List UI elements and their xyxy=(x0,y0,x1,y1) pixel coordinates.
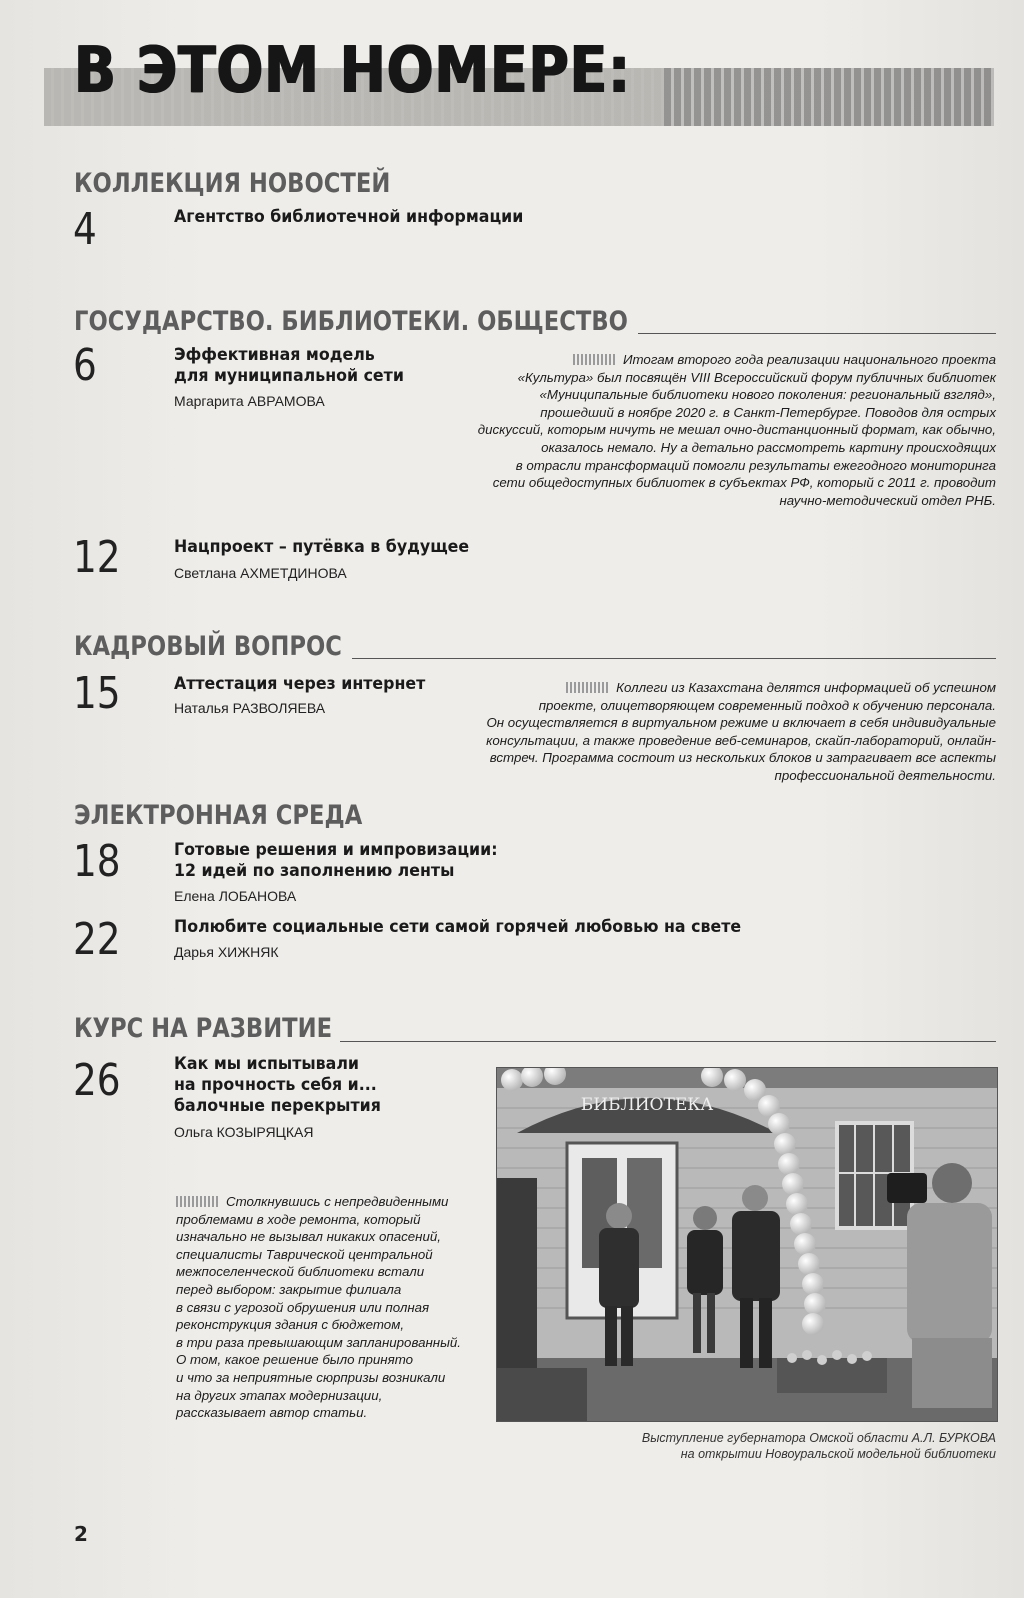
article-author: Елена ЛОБАНОВА xyxy=(174,888,297,904)
article-page-number: 12 xyxy=(73,532,121,583)
article-title[interactable] xyxy=(174,674,425,695)
article-page-number: 15 xyxy=(73,668,121,719)
article-author: Дарья ХИЖНЯК xyxy=(174,944,279,960)
blurb-line: и что за неприятные сюрпризы возникали xyxy=(176,1369,446,1385)
article-blurb xyxy=(478,351,996,509)
blurb-line: перед выбором: закрытие филиала xyxy=(176,1281,402,1297)
blurb-line: О том, какое решение было принято xyxy=(176,1352,414,1368)
section-title-news: КОЛЛЕКЦИЯ НОВОСТЕЙ xyxy=(74,168,391,199)
article-title-line: Эффективная модель xyxy=(174,345,375,365)
blurb-line: рассказывает автор статьи. xyxy=(176,1405,368,1421)
blurb-marker xyxy=(573,354,617,365)
article-title[interactable] xyxy=(174,345,404,387)
article-title-line: 12 идей по заполнению ленты xyxy=(174,861,455,881)
blurb-line: профессиональной деятельности. xyxy=(774,767,996,783)
blurb-line: научно-методический отдел РНБ. xyxy=(779,492,996,508)
photo-illustration xyxy=(497,1068,997,1421)
blurb-line: консультации, а также проведение веб-семинаров, скайп-лабораторий, онлайн- xyxy=(486,732,996,748)
article-page-number: 4 xyxy=(73,204,97,255)
article-title[interactable] xyxy=(174,537,469,558)
article-author: Маргарита АВРАМОВА xyxy=(174,393,325,409)
article-blurb xyxy=(486,679,996,785)
article-page-number: 26 xyxy=(73,1055,121,1106)
blurb-marker xyxy=(176,1196,220,1207)
article-title[interactable] xyxy=(174,1054,381,1117)
section-title-staff: КАДРОВЫЙ ВОПРОС xyxy=(74,631,342,662)
blurb-line: специалисты Таврической центральной xyxy=(176,1246,433,1262)
article-title-line: Полюбите социальные сети самой горячей любовью на свете xyxy=(174,917,742,937)
blurb-line: «Культура» был посвящён VIII Всероссийский форум публичных библиотек xyxy=(517,369,996,385)
caption-line: Выступление губернатора Омской области А.Л. БУРКОВА xyxy=(641,1431,996,1445)
blurb-line: оказалось немало. Ну а детально рассмотреть картину происходящих xyxy=(541,439,996,455)
article-title-line: Как мы испытывали xyxy=(174,1054,360,1074)
blurb-line: Столкнувшись с непредвиденными xyxy=(226,1194,449,1209)
article-page-number: 6 xyxy=(73,340,97,391)
blurb-line: в отрасли трансформаций помогли результаты ежегодного мониторинга xyxy=(515,457,996,473)
article-author: Ольга КОЗЫРЯЦКАЯ xyxy=(174,1124,314,1140)
article-title[interactable] xyxy=(174,917,741,938)
article-title-line: Агентство библиотечной информации xyxy=(174,207,524,227)
article-author: Наталья РАЗВОЛЯЕВА xyxy=(174,700,326,716)
page-number: 2 xyxy=(74,1522,88,1546)
page-title: В ЭТОМ НОМЕРЕ: xyxy=(74,34,631,108)
blurb-line: Он осуществляется в виртуальном режиме и включает в себя индивидуальные xyxy=(486,715,996,731)
blurb-line: дискуссий, которым ничуть не мешал очно-дистанционный формат, как обычно, xyxy=(477,422,996,438)
blurb-line: сети общедоступных библиотек в субъектах РФ, который с 2011 г. проводит xyxy=(492,475,996,491)
section-rule xyxy=(638,333,996,334)
article-page-number: 18 xyxy=(73,836,121,887)
blurb-line: проекте, олицетворяющем современный подход к обучению персонала. xyxy=(538,697,996,713)
blurb-line: прошедший в ноябре 2020 г. в Санкт-Петербурге. Поводов для острых xyxy=(540,404,996,420)
blurb-line: Коллеги из Казахстана делятся информацией об успешном xyxy=(616,680,996,695)
section-title-digital: ЭЛЕКТРОННАЯ СРЕДА xyxy=(74,800,363,831)
section-rule xyxy=(352,658,996,659)
section-title-development: КУРС НА РАЗВИТИЕ xyxy=(74,1013,333,1044)
blurb-line: в три раза превышающим запланированный. xyxy=(176,1334,461,1350)
blurb-line: Итогам второго года реализации национального проекта xyxy=(622,352,996,367)
blurb-line: в связи с угрозой обрушения или полная xyxy=(176,1299,430,1315)
article-page-number: 22 xyxy=(73,914,121,965)
photo-caption xyxy=(642,1430,996,1462)
section-rule xyxy=(340,1041,996,1042)
article-title-line: Готовые решения и импровизации: xyxy=(174,840,498,860)
article-title-line: для муниципальной сети xyxy=(174,366,404,386)
photo-sign-text: БИБЛИОТЕКА xyxy=(580,1095,714,1115)
library-opening-photo xyxy=(496,1067,998,1422)
article-title-line: Аттестация через интернет xyxy=(174,674,426,694)
article-title[interactable] xyxy=(174,840,498,882)
article-title[interactable] xyxy=(174,207,523,228)
blurb-line: межпоселенческой библиотеки встали xyxy=(176,1264,425,1280)
blurb-line: изначально не вызывал никаких опасений, xyxy=(176,1229,441,1245)
blurb-line: на других этапах модернизации, xyxy=(176,1387,383,1403)
blurb-line: «Муниципальные библиотеки нового поколения: региональный взгляд», xyxy=(539,387,996,403)
article-blurb xyxy=(176,1193,461,1422)
section-title-state: ГОСУДАРСТВО. БИБЛИОТЕКИ. ОБЩЕСТВО xyxy=(74,306,628,337)
article-title-line: Нацпроект – путёвка в будущее xyxy=(174,537,470,557)
blurb-marker xyxy=(566,682,610,693)
article-title-line: на прочность себя и... xyxy=(174,1075,377,1095)
blurb-line: проблемами в ходе ремонта, который xyxy=(176,1211,421,1227)
blurb-line: реконструкция здания с бюджетом, xyxy=(176,1317,405,1333)
blurb-line: встреч. Программа состоит из нескольких блоков и затрагивает все аспекты xyxy=(489,750,996,766)
article-author: Светлана АХМЕТДИНОВА xyxy=(174,565,347,581)
caption-line: на открытии Новоуральской модельной библиотеки xyxy=(680,1447,996,1461)
article-title-line: балочные перекрытия xyxy=(174,1096,381,1116)
